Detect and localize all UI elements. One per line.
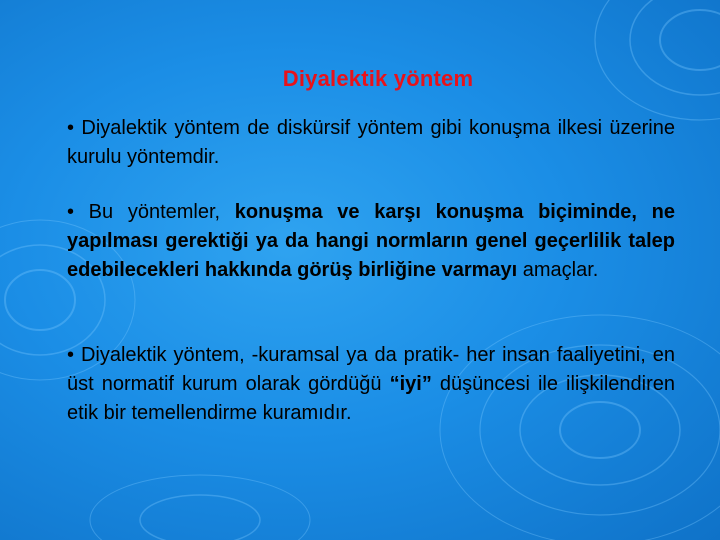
bullet-paragraph-1: [67, 114, 675, 172]
bullet-paragraph-3: [67, 341, 675, 428]
paragraph-3-bold: “iyi”: [389, 373, 432, 395]
bullet-paragraph-2: [67, 198, 675, 285]
paragraph-2-bold: konuşma ve karşı konuşma biçiminde, ne yapılması gerektiği ya da hangi normların genel geçerlilik talep edebilecekleri hakkında görüş birliğine varmayı: [67, 201, 675, 281]
slide-title: Diyalektik yöntem: [282, 66, 474, 91]
paragraph-3-intro: • Diyalektik yöntem, -kuramsal ya da pratik- her insan faaliyetini, en üst normatif kurum olarak gördüğü: [67, 344, 675, 395]
paragraph-2-end: amaçlar.: [517, 259, 599, 281]
paragraph-3-end: düşüncesi ile ilişkilendiren etik bir temellendirme kuramıdır.: [67, 373, 675, 424]
paragraph-1-text: • Diyalektik yöntem de diskürsif yöntem gibi konuşma ilkesi üzerine kurulu yöntemdir.: [67, 117, 675, 168]
paragraph-2-intro: • Bu yöntemler,: [67, 201, 235, 223]
